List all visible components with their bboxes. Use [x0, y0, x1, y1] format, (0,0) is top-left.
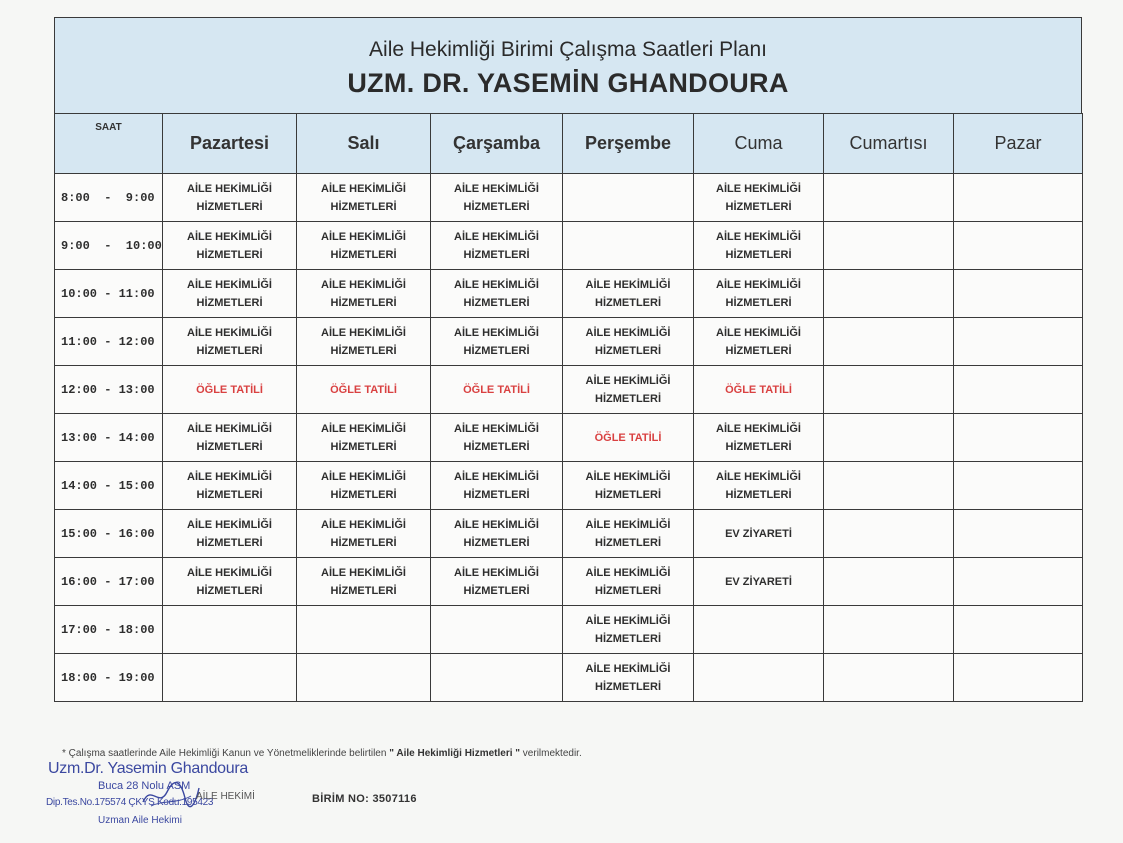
schedule-cell: AİLE HEKİMLİĞİ HİZMETLERİ — [431, 270, 563, 318]
schedule-cell: ÖĞLE TATİLİ — [297, 366, 431, 414]
schedule-cell — [954, 558, 1083, 606]
schedule-cell — [431, 654, 563, 702]
column-header-saat: SAAT — [55, 114, 163, 174]
schedule-sheet — [54, 17, 1082, 702]
schedule-cell: AİLE HEKİMLİĞİ HİZMETLERİ — [431, 318, 563, 366]
schedule-cell: AİLE HEKİMLİĞİ HİZMETLERİ — [431, 510, 563, 558]
schedule-cell: AİLE HEKİMLİĞİ HİZMETLERİ — [563, 318, 694, 366]
column-header-sali: Salı — [297, 114, 431, 174]
table-row — [55, 606, 1083, 654]
table-row — [55, 558, 1083, 606]
unit-number: BİRİM NO: 3507116 — [312, 793, 417, 805]
schedule-cell — [954, 510, 1083, 558]
schedule-cell: AİLE HEKİMLİĞİ HİZMETLERİ — [163, 510, 297, 558]
schedule-table — [54, 113, 1083, 702]
schedule-cell: AİLE HEKİMLİĞİ HİZMETLERİ — [163, 270, 297, 318]
table-row — [55, 174, 1083, 222]
schedule-cell: AİLE HEKİMLİĞİ HİZMETLERİ — [297, 222, 431, 270]
schedule-cell: ÖĞLE TATİLİ — [694, 366, 824, 414]
schedule-cell: AİLE HEKİMLİĞİ HİZMETLERİ — [563, 366, 694, 414]
column-header-carsamba: Çarşamba — [431, 114, 563, 174]
time-cell: 16:00 - 17:00 — [55, 558, 163, 606]
table-row — [55, 462, 1083, 510]
schedule-cell — [297, 654, 431, 702]
schedule-cell — [163, 606, 297, 654]
schedule-cell — [563, 174, 694, 222]
table-row — [55, 366, 1083, 414]
schedule-cell: AİLE HEKİMLİĞİ HİZMETLERİ — [163, 558, 297, 606]
table-row — [55, 414, 1083, 462]
doctor-name: UZM. DR. YASEMİN GHANDOURA — [347, 68, 789, 98]
table-row — [55, 510, 1083, 558]
schedule-cell: AİLE HEKİMLİĞİ HİZMETLERİ — [297, 318, 431, 366]
schedule-cell: AİLE HEKİMLİĞİ HİZMETLERİ — [297, 462, 431, 510]
schedule-cell: AİLE HEKİMLİĞİ HİZMETLERİ — [297, 174, 431, 222]
column-header-cumartesi: Cumartısı — [824, 114, 954, 174]
footnote-text: * Çalışma saatlerinde Aile Hekimliği Kanun ve Yönetmeliklerinde belirtilen — [62, 748, 390, 759]
time-cell: 9:00 - 10:00 — [55, 222, 163, 270]
schedule-cell: AİLE HEKİMLİĞİ HİZMETLERİ — [297, 558, 431, 606]
time-cell: 13:00 - 14:00 — [55, 414, 163, 462]
schedule-cell — [954, 606, 1083, 654]
time-cell: 18:00 - 19:00 — [55, 654, 163, 702]
schedule-cell: AİLE HEKİMLİĞİ HİZMETLERİ — [563, 270, 694, 318]
time-cell: 10:00 - 11:00 — [55, 270, 163, 318]
schedule-cell: AİLE HEKİMLİĞİ HİZMETLERİ — [563, 510, 694, 558]
schedule-cell: AİLE HEKİMLİĞİ HİZMETLERİ — [297, 510, 431, 558]
schedule-cell: EV ZİYARETİ — [694, 510, 824, 558]
schedule-cell: AİLE HEKİMLİĞİ HİZMETLERİ — [694, 318, 824, 366]
signature-title: AİLE HEKİMİ — [196, 791, 255, 802]
schedule-cell: AİLE HEKİMLİĞİ HİZMETLERİ — [297, 270, 431, 318]
table-row — [55, 270, 1083, 318]
schedule-cell: AİLE HEKİMLİĞİ HİZMETLERİ — [694, 222, 824, 270]
schedule-cell: ÖĞLE TATİLİ — [163, 366, 297, 414]
table-row — [55, 222, 1083, 270]
schedule-cell: AİLE HEKİMLİĞİ HİZMETLERİ — [563, 654, 694, 702]
schedule-cell: AİLE HEKİMLİĞİ HİZMETLERİ — [163, 462, 297, 510]
schedule-cell — [824, 318, 954, 366]
schedule-cell: AİLE HEKİMLİĞİ HİZMETLERİ — [431, 414, 563, 462]
table-row — [55, 318, 1083, 366]
schedule-cell: AİLE HEKİMLİĞİ HİZMETLERİ — [431, 558, 563, 606]
schedule-cell — [824, 270, 954, 318]
column-header-pazar: Pazar — [954, 114, 1083, 174]
schedule-cell — [297, 606, 431, 654]
stamp-role: Uzman Aile Hekimi — [98, 815, 182, 826]
title-box — [54, 17, 1082, 113]
schedule-cell — [824, 606, 954, 654]
schedule-cell: AİLE HEKİMLİĞİ HİZMETLERİ — [163, 318, 297, 366]
schedule-cell — [954, 414, 1083, 462]
schedule-cell — [824, 654, 954, 702]
schedule-cell: AİLE HEKİMLİĞİ HİZMETLERİ — [163, 174, 297, 222]
time-cell: 14:00 - 15:00 — [55, 462, 163, 510]
schedule-cell — [824, 414, 954, 462]
schedule-cell: AİLE HEKİMLİĞİ HİZMETLERİ — [563, 606, 694, 654]
schedule-cell — [824, 510, 954, 558]
schedule-cell — [824, 558, 954, 606]
schedule-cell — [563, 222, 694, 270]
stamp-diploma: Dip.Tes.No.175574 ÇKYS Kodu:195423 — [46, 797, 214, 808]
table-row — [55, 654, 1083, 702]
schedule-cell: AİLE HEKİMLİĞİ HİZMETLERİ — [163, 414, 297, 462]
time-cell: 12:00 - 13:00 — [55, 366, 163, 414]
time-cell: 15:00 - 16:00 — [55, 510, 163, 558]
schedule-cell: AİLE HEKİMLİĞİ HİZMETLERİ — [694, 414, 824, 462]
doctor-stamp — [46, 760, 266, 832]
schedule-cell — [694, 654, 824, 702]
schedule-cell: AİLE HEKİMLİĞİ HİZMETLERİ — [431, 222, 563, 270]
schedule-cell: AİLE HEKİMLİĞİ HİZMETLERİ — [694, 270, 824, 318]
schedule-cell: AİLE HEKİMLİĞİ HİZMETLERİ — [563, 558, 694, 606]
schedule-cell: ÖĞLE TATİLİ — [431, 366, 563, 414]
schedule-cell — [954, 222, 1083, 270]
schedule-cell — [694, 606, 824, 654]
time-cell: 11:00 - 12:00 — [55, 318, 163, 366]
schedule-cell: ÖĞLE TATİLİ — [563, 414, 694, 462]
column-header-pazartesi: Pazartesi — [163, 114, 297, 174]
column-header-persembe: Perşembe — [563, 114, 694, 174]
schedule-cell: AİLE HEKİMLİĞİ HİZMETLERİ — [563, 462, 694, 510]
schedule-cell — [954, 318, 1083, 366]
schedule-cell: AİLE HEKİMLİĞİ HİZMETLERİ — [297, 414, 431, 462]
schedule-cell — [824, 222, 954, 270]
schedule-cell: AİLE HEKİMLİĞİ HİZMETLERİ — [431, 462, 563, 510]
schedule-cell — [824, 174, 954, 222]
schedule-subtitle: Aile Hekimliği Birimi Çalışma Saatleri Planı — [369, 38, 767, 61]
schedule-cell: AİLE HEKİMLİĞİ HİZMETLERİ — [694, 462, 824, 510]
schedule-cell: AİLE HEKİMLİĞİ HİZMETLERİ — [163, 222, 297, 270]
schedule-body — [55, 174, 1083, 702]
schedule-cell — [954, 174, 1083, 222]
footnote — [62, 748, 582, 759]
schedule-cell — [954, 462, 1083, 510]
schedule-cell: EV ZİYARETİ — [694, 558, 824, 606]
schedule-cell — [824, 462, 954, 510]
column-header-cuma: Cuma — [694, 114, 824, 174]
header-row — [55, 114, 1083, 174]
schedule-cell — [954, 366, 1083, 414]
stamp-asm: Buca 28 Nolu ASM — [98, 780, 191, 792]
footnote-bold: " Aile Hekimliği Hizmetleri " — [389, 748, 521, 759]
schedule-cell — [163, 654, 297, 702]
stamp-name: Uzm.Dr. Yasemin Ghandoura — [48, 760, 249, 777]
time-cell: 8:00 - 9:00 — [55, 174, 163, 222]
schedule-cell — [824, 366, 954, 414]
schedule-cell — [954, 270, 1083, 318]
schedule-cell: AİLE HEKİMLİĞİ HİZMETLERİ — [694, 174, 824, 222]
schedule-cell — [954, 654, 1083, 702]
footnote-suffix: verilmektedir. — [520, 748, 582, 759]
schedule-cell: AİLE HEKİMLİĞİ HİZMETLERİ — [431, 174, 563, 222]
schedule-cell — [431, 606, 563, 654]
time-cell: 17:00 - 18:00 — [55, 606, 163, 654]
